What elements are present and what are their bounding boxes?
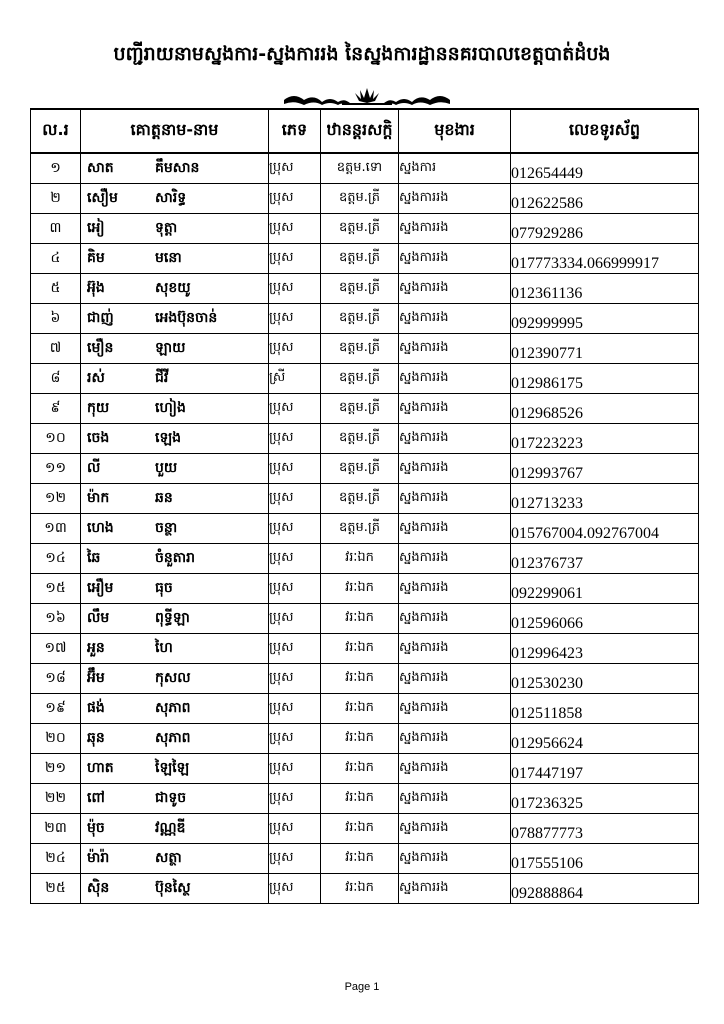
row-number: ៧ bbox=[31, 334, 81, 364]
given-name: ឡៃឡៃ bbox=[155, 760, 190, 776]
full-name-cell bbox=[81, 664, 269, 694]
decorative-ornament-icon bbox=[282, 86, 452, 106]
given-name: សត្ថា bbox=[155, 850, 182, 866]
table-row bbox=[31, 153, 699, 184]
sex-cell: ប្រុស bbox=[269, 814, 321, 844]
row-number: ២៤ bbox=[31, 844, 81, 874]
table-row bbox=[31, 334, 699, 364]
sex-cell: ប្រុស bbox=[269, 574, 321, 604]
role-cell: ស្នងការរង bbox=[399, 274, 511, 304]
sex-cell: ប្រុស bbox=[269, 604, 321, 634]
row-number: ១៦ bbox=[31, 604, 81, 634]
surname: ម៉ុច bbox=[87, 820, 105, 836]
role-cell: ស្នងការរង bbox=[399, 184, 511, 214]
phone-cell: 092299061 bbox=[511, 574, 699, 604]
rank-cell: ឧត្តម.ត្រី bbox=[321, 364, 399, 394]
phone-cell: 012654449 bbox=[511, 153, 699, 184]
phone-cell: 012956624 bbox=[511, 724, 699, 754]
role-cell: ស្នងការរង bbox=[399, 544, 511, 574]
header-no: ល.រ bbox=[31, 109, 81, 153]
table-row bbox=[31, 664, 699, 694]
row-number: ១៧ bbox=[31, 634, 81, 664]
phone-cell: 012996423 bbox=[511, 634, 699, 664]
document-title: បញ្ជីរាយនាមស្នងការ-ស្នងការរង នៃស្នងការដ្ឋាននគរបាលខេត្តបាត់ដំបង bbox=[113, 43, 611, 65]
table-row bbox=[31, 694, 699, 724]
given-name: សុខយូ bbox=[155, 280, 191, 296]
surname: អ៊ឹម bbox=[87, 670, 105, 686]
sex-cell: ប្រុស bbox=[269, 214, 321, 244]
phone-cell: 017236325 bbox=[511, 784, 699, 814]
phone-cell: 015767004.092767004 bbox=[511, 514, 699, 544]
given-name: វណ្ណឌី bbox=[155, 820, 186, 836]
full-name-cell bbox=[81, 724, 269, 754]
role-cell: ស្នងការរង bbox=[399, 574, 511, 604]
rank-cell: វរៈឯក bbox=[321, 724, 399, 754]
surname: ស៊ិន bbox=[87, 880, 110, 896]
full-name-cell bbox=[81, 754, 269, 784]
full-name-cell bbox=[81, 424, 269, 454]
given-name: ហៀង bbox=[155, 400, 186, 416]
header-phone: លេខទូរស័ព្ទ bbox=[511, 109, 699, 153]
given-name: ឡាយ bbox=[155, 340, 186, 356]
rank-cell: វរៈឯក bbox=[321, 814, 399, 844]
given-name: គឹមសាន bbox=[155, 160, 200, 176]
row-number: ៨ bbox=[31, 364, 81, 394]
given-name: ធុច bbox=[155, 580, 173, 596]
row-number: ៣ bbox=[31, 214, 81, 244]
full-name-cell bbox=[81, 274, 269, 304]
sex-cell: ប្រុស bbox=[269, 334, 321, 364]
surname: រស់ bbox=[87, 370, 105, 386]
surname: គិម bbox=[87, 250, 105, 266]
full-name-cell bbox=[81, 304, 269, 334]
rank-cell: ឧត្តម.ត្រី bbox=[321, 274, 399, 304]
full-name-cell bbox=[81, 814, 269, 844]
table-row bbox=[31, 544, 699, 574]
row-number: ២០ bbox=[31, 724, 81, 754]
table-row bbox=[31, 184, 699, 214]
sex-cell: ប្រុស bbox=[269, 664, 321, 694]
row-number: ១៥ bbox=[31, 574, 81, 604]
table-row bbox=[31, 304, 699, 334]
role-cell: ស្នងការរង bbox=[399, 784, 511, 814]
table-row bbox=[31, 364, 699, 394]
given-name: សុភាព bbox=[155, 700, 191, 716]
given-name: មនោ bbox=[155, 250, 182, 266]
sex-cell: ប្រុស bbox=[269, 754, 321, 784]
given-name: ឆន bbox=[155, 490, 173, 506]
surname: ចេង bbox=[87, 430, 110, 446]
phone-cell: 012511858 bbox=[511, 694, 699, 724]
table-row bbox=[31, 274, 699, 304]
full-name-cell bbox=[81, 364, 269, 394]
full-name-cell bbox=[81, 574, 269, 604]
header-role: មុខងារ bbox=[399, 109, 511, 153]
given-name: ជីវី bbox=[155, 370, 169, 386]
surname: ឆុន bbox=[87, 730, 105, 746]
phone-cell: 017223223 bbox=[511, 424, 699, 454]
row-number: ១៣ bbox=[31, 514, 81, 544]
header-sex: ភេទ bbox=[269, 109, 321, 153]
surname: កុយ bbox=[87, 400, 110, 416]
rank-cell: វរៈឯក bbox=[321, 544, 399, 574]
row-number: ៦ bbox=[31, 304, 81, 334]
surname: លឹម bbox=[87, 610, 110, 626]
phone-cell: 092999995 bbox=[511, 304, 699, 334]
row-number: ៤ bbox=[31, 244, 81, 274]
full-name-cell bbox=[81, 514, 269, 544]
full-name-cell bbox=[81, 184, 269, 214]
page-number: Page 1 bbox=[344, 981, 380, 993]
full-name-cell bbox=[81, 604, 269, 634]
sex-cell: ប្រុស bbox=[269, 544, 321, 574]
surname: ជាញ់ bbox=[87, 310, 114, 326]
sex-cell: ប្រុស bbox=[269, 153, 321, 184]
table-row bbox=[31, 454, 699, 484]
table-row bbox=[31, 814, 699, 844]
sex-cell: ប្រុស bbox=[269, 484, 321, 514]
full-name-cell bbox=[81, 634, 269, 664]
role-cell: ស្នងការរង bbox=[399, 694, 511, 724]
given-name: ចំនួតារា bbox=[155, 550, 195, 566]
sex-cell: ប្រុស bbox=[269, 394, 321, 424]
table-row bbox=[31, 424, 699, 454]
phone-cell: 012713233 bbox=[511, 484, 699, 514]
full-name-cell bbox=[81, 844, 269, 874]
row-number: ៥ bbox=[31, 274, 81, 304]
phone-cell: 012993767 bbox=[511, 454, 699, 484]
table-row bbox=[31, 754, 699, 784]
full-name-cell bbox=[81, 244, 269, 274]
sex-cell: ប្រុស bbox=[269, 454, 321, 484]
rank-cell: ឧត្តម.ត្រី bbox=[321, 244, 399, 274]
row-number: ១ bbox=[31, 153, 81, 184]
table-row bbox=[31, 604, 699, 634]
row-number: ១១ bbox=[31, 454, 81, 484]
row-number: ២៥ bbox=[31, 874, 81, 904]
row-number: ១៤ bbox=[31, 544, 81, 574]
rank-cell: ឧត្តម.ត្រី bbox=[321, 304, 399, 334]
phone-cell: 012390771 bbox=[511, 334, 699, 364]
given-name: បួយ bbox=[155, 460, 178, 476]
table-row bbox=[31, 874, 699, 904]
row-number: ២ bbox=[31, 184, 81, 214]
phone-cell: 012596066 bbox=[511, 604, 699, 634]
role-cell: ស្នងការរង bbox=[399, 604, 511, 634]
sex-cell: ប្រុស bbox=[269, 424, 321, 454]
given-name: ឡេង bbox=[155, 430, 181, 446]
table-row bbox=[31, 784, 699, 814]
role-cell: ស្នងការរង bbox=[399, 394, 511, 424]
surname: អៀ bbox=[87, 220, 105, 236]
role-cell: ស្នងការរង bbox=[399, 364, 511, 394]
given-name: ហៃ bbox=[155, 640, 173, 656]
role-cell: ស្នងការរង bbox=[399, 424, 511, 454]
rank-cell: ឧត្តម.ត្រី bbox=[321, 484, 399, 514]
rank-cell: វរៈឯក bbox=[321, 604, 399, 634]
surname: ផង់ bbox=[87, 700, 105, 716]
row-number: ២១ bbox=[31, 754, 81, 784]
full-name-cell bbox=[81, 694, 269, 724]
sex-cell: ប្រុស bbox=[269, 784, 321, 814]
role-cell: ស្នងការរង bbox=[399, 754, 511, 784]
phone-cell: 012530230 bbox=[511, 664, 699, 694]
row-number: ១៩ bbox=[31, 694, 81, 724]
role-cell: ស្នងការរង bbox=[399, 514, 511, 544]
full-name-cell bbox=[81, 334, 269, 364]
full-name-cell bbox=[81, 153, 269, 184]
sex-cell: ប្រុស bbox=[269, 244, 321, 274]
table-row bbox=[31, 634, 699, 664]
given-name: ប៊ុនស្ថៃ bbox=[155, 880, 191, 896]
full-name-cell bbox=[81, 874, 269, 904]
phone-cell: 017773334.066999917 bbox=[511, 244, 699, 274]
rank-cell: ឧត្តម.ត្រី bbox=[321, 454, 399, 484]
row-number: ២២ bbox=[31, 784, 81, 814]
surname: មឿន bbox=[87, 340, 114, 356]
row-number: ២៣ bbox=[31, 814, 81, 844]
rank-cell: វរៈឯក bbox=[321, 664, 399, 694]
surname: ម៉ារ៉ា bbox=[87, 850, 110, 866]
table-row bbox=[31, 394, 699, 424]
surname: អួន bbox=[87, 640, 105, 656]
role-cell: ស្នងការរង bbox=[399, 664, 511, 694]
sex-cell: ប្រុស bbox=[269, 514, 321, 544]
role-cell: ស្នងការរង bbox=[399, 214, 511, 244]
roster-table bbox=[30, 108, 699, 904]
role-cell: ស្នងការរង bbox=[399, 634, 511, 664]
table-row bbox=[31, 514, 699, 544]
sex-cell: ប្រុស bbox=[269, 274, 321, 304]
row-number: ៩ bbox=[31, 394, 81, 424]
rank-cell: វរៈឯក bbox=[321, 844, 399, 874]
rank-cell: ឧត្តម.ត្រី bbox=[321, 334, 399, 364]
phone-cell: 012986175 bbox=[511, 364, 699, 394]
full-name-cell bbox=[81, 484, 269, 514]
phone-cell: 077929286 bbox=[511, 214, 699, 244]
surname: សាត bbox=[87, 160, 114, 176]
rank-cell: ឧត្តម.ទោ bbox=[321, 153, 399, 184]
table-header-row bbox=[31, 109, 699, 153]
sex-cell: ស្រី bbox=[269, 364, 321, 394]
surname: លី bbox=[87, 460, 101, 476]
role-cell: ស្នងការរង bbox=[399, 334, 511, 364]
role-cell: ស្នងការរង bbox=[399, 484, 511, 514]
phone-cell: 092888864 bbox=[511, 874, 699, 904]
sex-cell: ប្រុស bbox=[269, 634, 321, 664]
given-name: កុសល bbox=[155, 670, 191, 686]
role-cell: ស្នងការរង bbox=[399, 814, 511, 844]
surname: ពៅ bbox=[87, 790, 105, 806]
role-cell: ស្នងការរង bbox=[399, 844, 511, 874]
given-name: ទុត្តា bbox=[155, 220, 178, 236]
phone-cell: 017555106 bbox=[511, 844, 699, 874]
role-cell: ស្នងការរង bbox=[399, 724, 511, 754]
table-row bbox=[31, 724, 699, 754]
sex-cell: ប្រុស bbox=[269, 874, 321, 904]
table-row bbox=[31, 574, 699, 604]
given-name: ជាទូច bbox=[155, 790, 187, 806]
phone-cell: 012968526 bbox=[511, 394, 699, 424]
sex-cell: ប្រុស bbox=[269, 844, 321, 874]
surname: ហាត bbox=[87, 760, 114, 776]
surname: ឆៃ bbox=[87, 550, 101, 566]
roster-body bbox=[31, 153, 699, 904]
role-cell: ស្នងការរង bbox=[399, 244, 511, 274]
phone-cell: 012376737 bbox=[511, 544, 699, 574]
role-cell: ស្នងការរង bbox=[399, 304, 511, 334]
full-name-cell bbox=[81, 214, 269, 244]
table-row bbox=[31, 244, 699, 274]
rank-cell: វរៈឯក bbox=[321, 784, 399, 814]
given-name: សុភាព bbox=[155, 730, 191, 746]
role-cell: ស្នងការរង bbox=[399, 454, 511, 484]
table-row bbox=[31, 214, 699, 244]
full-name-cell bbox=[81, 544, 269, 574]
rank-cell: វរៈឯក bbox=[321, 574, 399, 604]
given-name: អេងប៊ុនចាន់ bbox=[155, 310, 218, 326]
surname: អឿម bbox=[87, 580, 114, 596]
full-name-cell bbox=[81, 394, 269, 424]
header-name: គោត្តនាម-នាម bbox=[81, 109, 269, 153]
rank-cell: វរៈឯក bbox=[321, 874, 399, 904]
rank-cell: វរៈឯក bbox=[321, 754, 399, 784]
rank-cell: វរៈឯក bbox=[321, 634, 399, 664]
given-name: ពុទ្ធីឡា bbox=[155, 610, 190, 626]
role-cell: ស្នងការរង bbox=[399, 874, 511, 904]
rank-cell: ឧត្តម.ត្រី bbox=[321, 214, 399, 244]
surname: ហេង bbox=[87, 520, 114, 536]
sex-cell: ប្រុស bbox=[269, 724, 321, 754]
full-name-cell bbox=[81, 784, 269, 814]
rank-cell: វរៈឯក bbox=[321, 694, 399, 724]
surname: សឿម bbox=[87, 190, 118, 206]
phone-cell: 017447197 bbox=[511, 754, 699, 784]
rank-cell: ឧត្តម.ត្រី bbox=[321, 184, 399, 214]
phone-cell: 078877773 bbox=[511, 814, 699, 844]
role-cell: ស្នងការ bbox=[399, 153, 511, 184]
surname: ម៉ាក bbox=[87, 490, 110, 506]
phone-cell: 012622586 bbox=[511, 184, 699, 214]
phone-cell: 012361136 bbox=[511, 274, 699, 304]
row-number: ១០ bbox=[31, 424, 81, 454]
rank-cell: ឧត្តម.ត្រី bbox=[321, 424, 399, 454]
table-row bbox=[31, 484, 699, 514]
header-rank: ឋានន្តរសក្តិ bbox=[321, 109, 399, 153]
sex-cell: ប្រុស bbox=[269, 304, 321, 334]
table-row bbox=[31, 844, 699, 874]
row-number: ១២ bbox=[31, 484, 81, 514]
given-name: ចន្ថា bbox=[155, 520, 178, 536]
rank-cell: ឧត្តម.ត្រី bbox=[321, 514, 399, 544]
row-number: ១៨ bbox=[31, 664, 81, 694]
given-name: សារិទ្ធ bbox=[155, 190, 187, 206]
sex-cell: ប្រុស bbox=[269, 694, 321, 724]
full-name-cell bbox=[81, 454, 269, 484]
rank-cell: ឧត្តម.ត្រី bbox=[321, 394, 399, 424]
surname: អ៊ុង bbox=[87, 280, 105, 296]
sex-cell: ប្រុស bbox=[269, 184, 321, 214]
